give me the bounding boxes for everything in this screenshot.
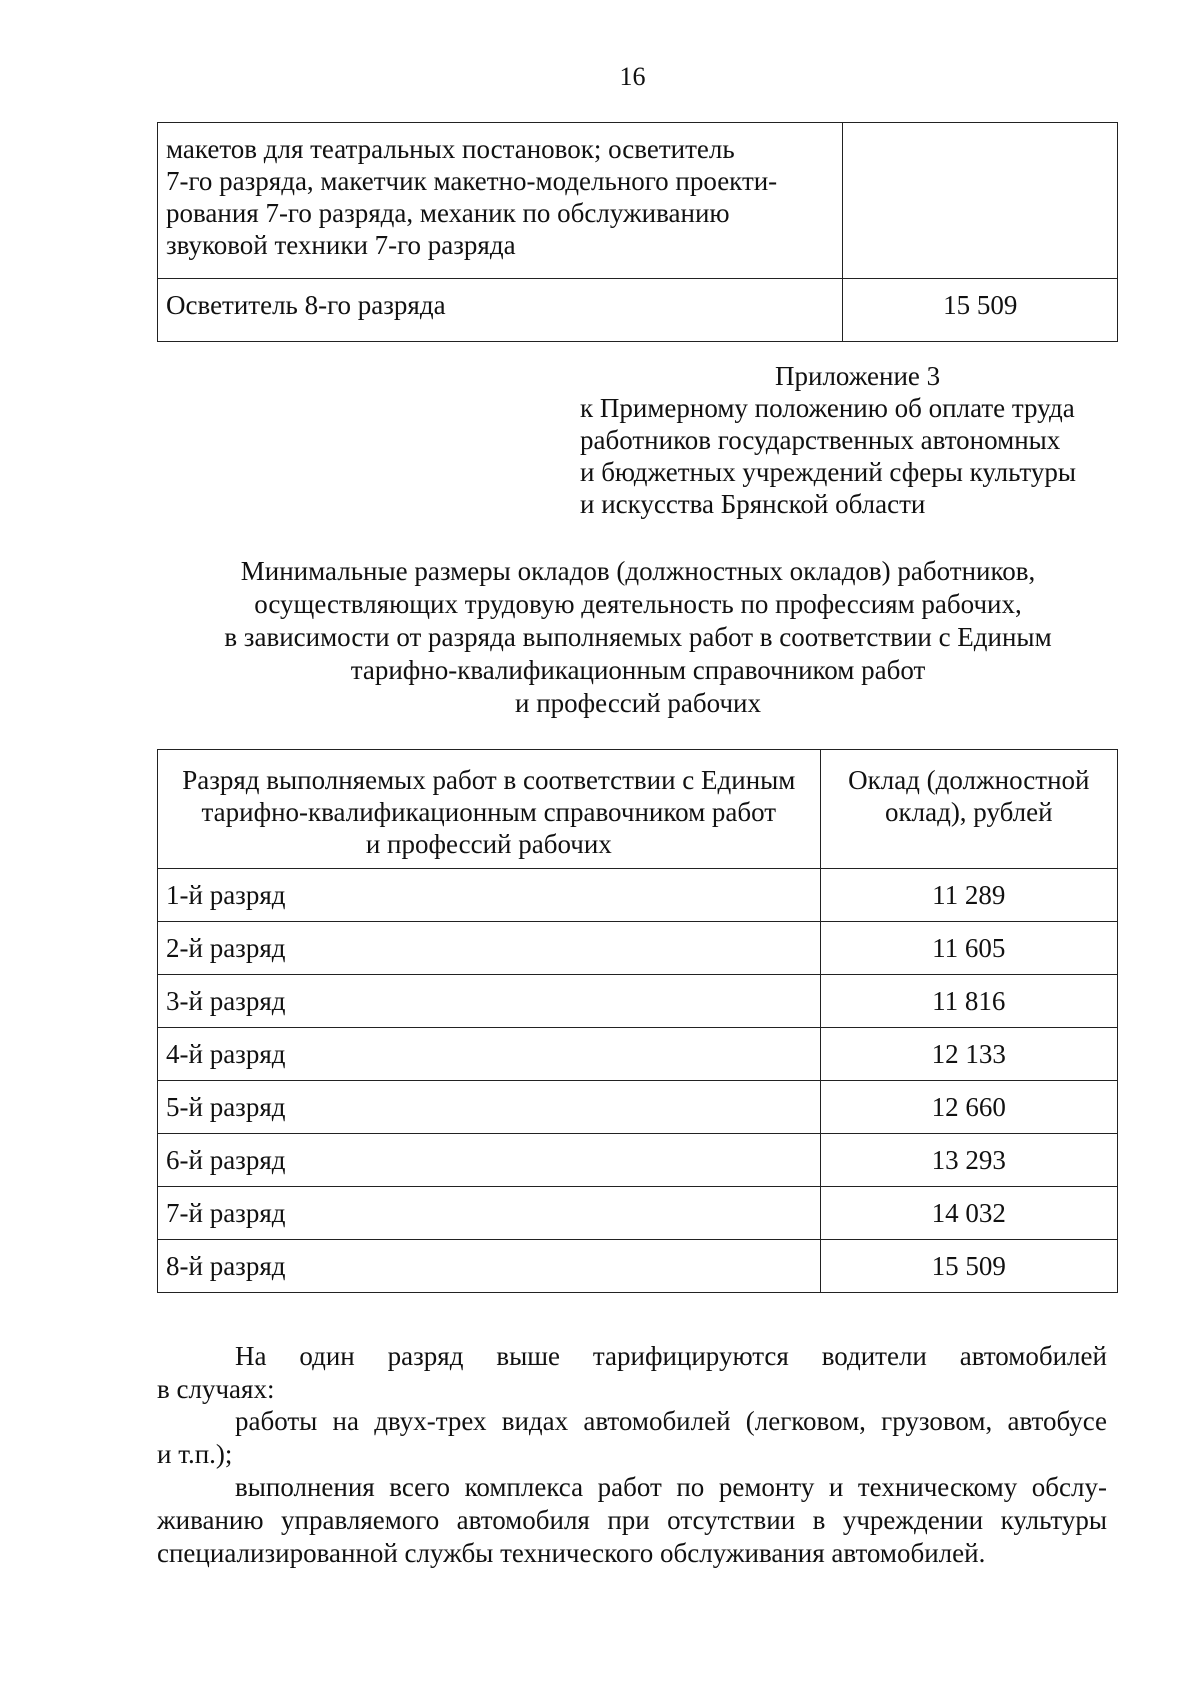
table-row — [158, 1240, 1118, 1293]
salary-cell: 11 816 — [820, 975, 1117, 1028]
text-line: работы на двух-трех видах автомобилей (легковом, грузовом, автобусе — [235, 1406, 1107, 1436]
grade-cell: 2-й разряд — [158, 922, 821, 975]
appendix-line: и бюджетных учреждений сферы культуры — [580, 457, 1077, 487]
text-line — [157, 1340, 1107, 1373]
grade-cell: 6-й разряд — [158, 1134, 821, 1187]
header-grade — [158, 750, 821, 869]
text-line: выполнения всего комплекса работ по ремонту и техническому обслу- — [235, 1472, 1107, 1502]
header-line: оклад), рублей — [885, 797, 1053, 827]
header-line: и профессий рабочих — [365, 829, 612, 859]
grade-cell: 8-й разряд — [158, 1240, 821, 1293]
header-line: Оклад (должностной — [848, 765, 1090, 795]
salary-cell: 12 133 — [820, 1028, 1117, 1081]
table-header-row — [158, 750, 1118, 869]
appendix-line: к Примерному положению об оплате труда — [580, 393, 1075, 423]
grade-cell: 5-й разряд — [158, 1081, 821, 1134]
grade-cell: 3-й разряд — [158, 975, 821, 1028]
salary-cell: 15 509 — [820, 1240, 1117, 1293]
table-row — [158, 869, 1118, 922]
text-line: специализированной службы технического обслуживания автомобилей. — [157, 1538, 986, 1568]
word: автомобилей — [959, 1341, 1107, 1371]
page-number: 16 — [619, 62, 646, 91]
word: разряд — [387, 1341, 464, 1371]
table-row — [158, 1134, 1118, 1187]
title-line: Минимальные размеры окладов (должностных окладов) работников, — [240, 556, 1036, 586]
continued-table — [157, 122, 1118, 342]
table-cell-value: 15 509 — [843, 279, 1118, 342]
salary-cell: 12 660 — [820, 1081, 1117, 1134]
word: водители — [821, 1341, 927, 1371]
header-line: Разряд выполняемых работ в соответствии с Единым — [182, 765, 796, 795]
table-cell-value — [843, 123, 1118, 279]
document-title — [157, 555, 1119, 720]
appendix-heading: Приложение 3 — [775, 361, 941, 391]
table-row — [158, 1081, 1118, 1134]
salary-cell: 13 293 — [820, 1134, 1117, 1187]
paragraph-case-1 — [157, 1405, 1107, 1471]
table-cell-description — [158, 123, 843, 279]
text-line: в случаях: — [157, 1374, 275, 1404]
grades-salary-table — [157, 749, 1118, 1293]
paragraph-case-2 — [157, 1471, 1107, 1570]
salary-cell: 14 032 — [820, 1187, 1117, 1240]
header-line: тарифно-квалификационным справочником работ — [201, 797, 777, 827]
appendix-line: и искусства Брянской области — [580, 489, 926, 519]
salary-cell: 11 605 — [820, 922, 1117, 975]
header-salary — [820, 750, 1117, 869]
table-row — [158, 1028, 1118, 1081]
word: один — [299, 1341, 355, 1371]
paragraph-intro — [157, 1340, 1107, 1406]
grade-cell: 7-й разряд — [158, 1187, 821, 1240]
text-line: рования 7-го разряда, механик по обслуживанию — [166, 198, 730, 228]
table-row — [158, 975, 1118, 1028]
text-line: макетов для театральных постановок; осветитель — [166, 134, 735, 164]
text-line: 7-го разряда, макетчик макетно-модельного проекти- — [166, 166, 778, 196]
title-line: осуществляющих трудовую деятельность по профессиям рабочих, — [254, 589, 1022, 619]
table-row — [158, 1187, 1118, 1240]
table-row — [158, 279, 1118, 342]
title-line: в зависимости от разряда выполняемых работ в соответствии с Единым — [224, 622, 1052, 652]
table-cell-description: Осветитель 8-го разряда — [158, 279, 843, 342]
appendix-header — [580, 360, 1140, 520]
word: На — [235, 1341, 267, 1371]
word: выше — [496, 1341, 560, 1371]
text-line: и т.п.); — [157, 1439, 233, 1469]
appendix-line: работников государственных автономных — [580, 425, 1061, 455]
title-line: тарифно-квалификационным справочником работ — [350, 655, 926, 685]
text-line: живанию управляемого автомобиля при отсутствии в учреждении культуры — [157, 1505, 1107, 1535]
title-line: и профессий рабочих — [515, 688, 761, 718]
grade-cell: 1-й разряд — [158, 869, 821, 922]
grade-cell: 4-й разряд — [158, 1028, 821, 1081]
salary-cell: 11 289 — [820, 869, 1117, 922]
word: тарифицируются — [592, 1341, 789, 1371]
table-row — [158, 922, 1118, 975]
table-row — [158, 123, 1118, 279]
text-line: звуковой техники 7-го разряда — [166, 230, 516, 260]
